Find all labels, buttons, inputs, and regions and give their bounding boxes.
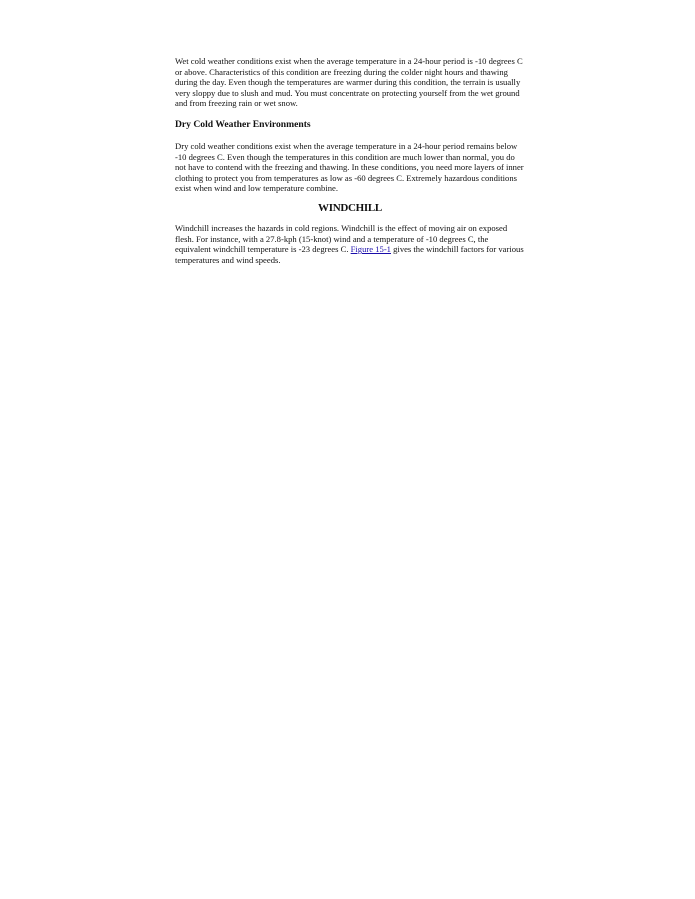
figure-15-1-link[interactable]: Figure 15-1: [350, 244, 391, 255]
paragraph-windchill-text-2: gives the windchill factors for various temperatures and wind speeds.: [175, 244, 524, 265]
paragraph-windchill-text-1: Windchill increases the hazards in cold regions. Windchill is the effect of moving air on exposed flesh. For instance, with a 27.8-kph (15-knot) wind and a temperature of -10 degrees C, the equivalent windchill temperature is -23 degrees C.: [175, 222, 508, 255]
paragraph-windchill: [175, 223, 525, 265]
paragraph-wet-cold: Wet cold weather conditions exist when the average temperature in a 24-hour period is -10 degrees C or above. Characteristics of this condition are freezing during the colder night hours and thawing during the day. Even though the temperatures are warmer during this condition, the terrain is usually very sloppy due to slush and mud. You must concentrate on protecting yourself from the wet ground and from freezing rain or wet snow.: [175, 56, 523, 109]
heading-dry-cold-weather: Dry Cold Weather Environments: [175, 118, 311, 130]
paragraph-dry-cold: Dry cold weather conditions exist when the average temperature in a 24-hour period remains below -10 degrees C. Even though the temperatures in this condition are much lower than normal, you do not have to contend with the freezing and thawing. In these conditions, you need more layers of inner clothing to protect you from temperatures as low as -60 degrees C. Extremely hazardous conditions exist when wind and low temperature combine.: [175, 140, 524, 194]
document-page: [175, 56, 525, 265]
section-title-windchill: WINDCHILL: [318, 201, 382, 214]
